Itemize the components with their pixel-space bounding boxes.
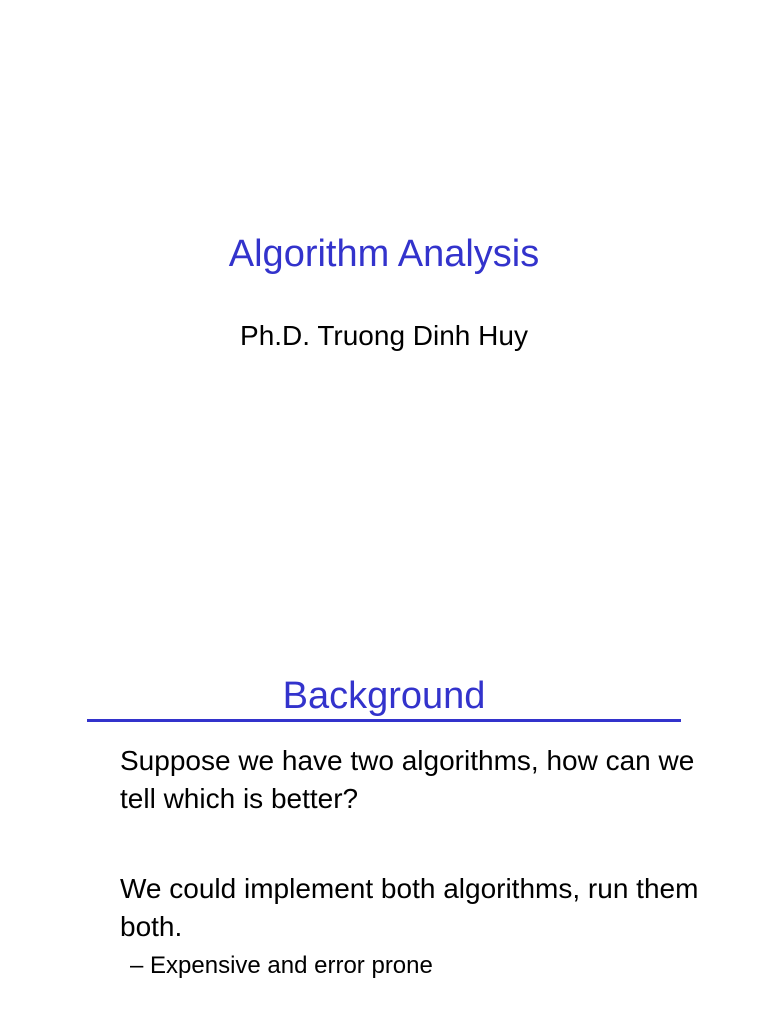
body-paragraph-1: Suppose we have two algorithms, how can we tell which is better? [120,745,695,814]
body-paragraph-2: We could implement both algorithms, run them both. [120,873,699,942]
slide-1-author: Ph.D. Truong Dinh Huy [240,320,528,351]
slide-2-title: Background [282,675,486,717]
title-underline [87,719,681,722]
slide-1-title: Algorithm Analysis [228,233,540,275]
sub-bullet-item: – Expensive and error prone [130,952,433,979]
